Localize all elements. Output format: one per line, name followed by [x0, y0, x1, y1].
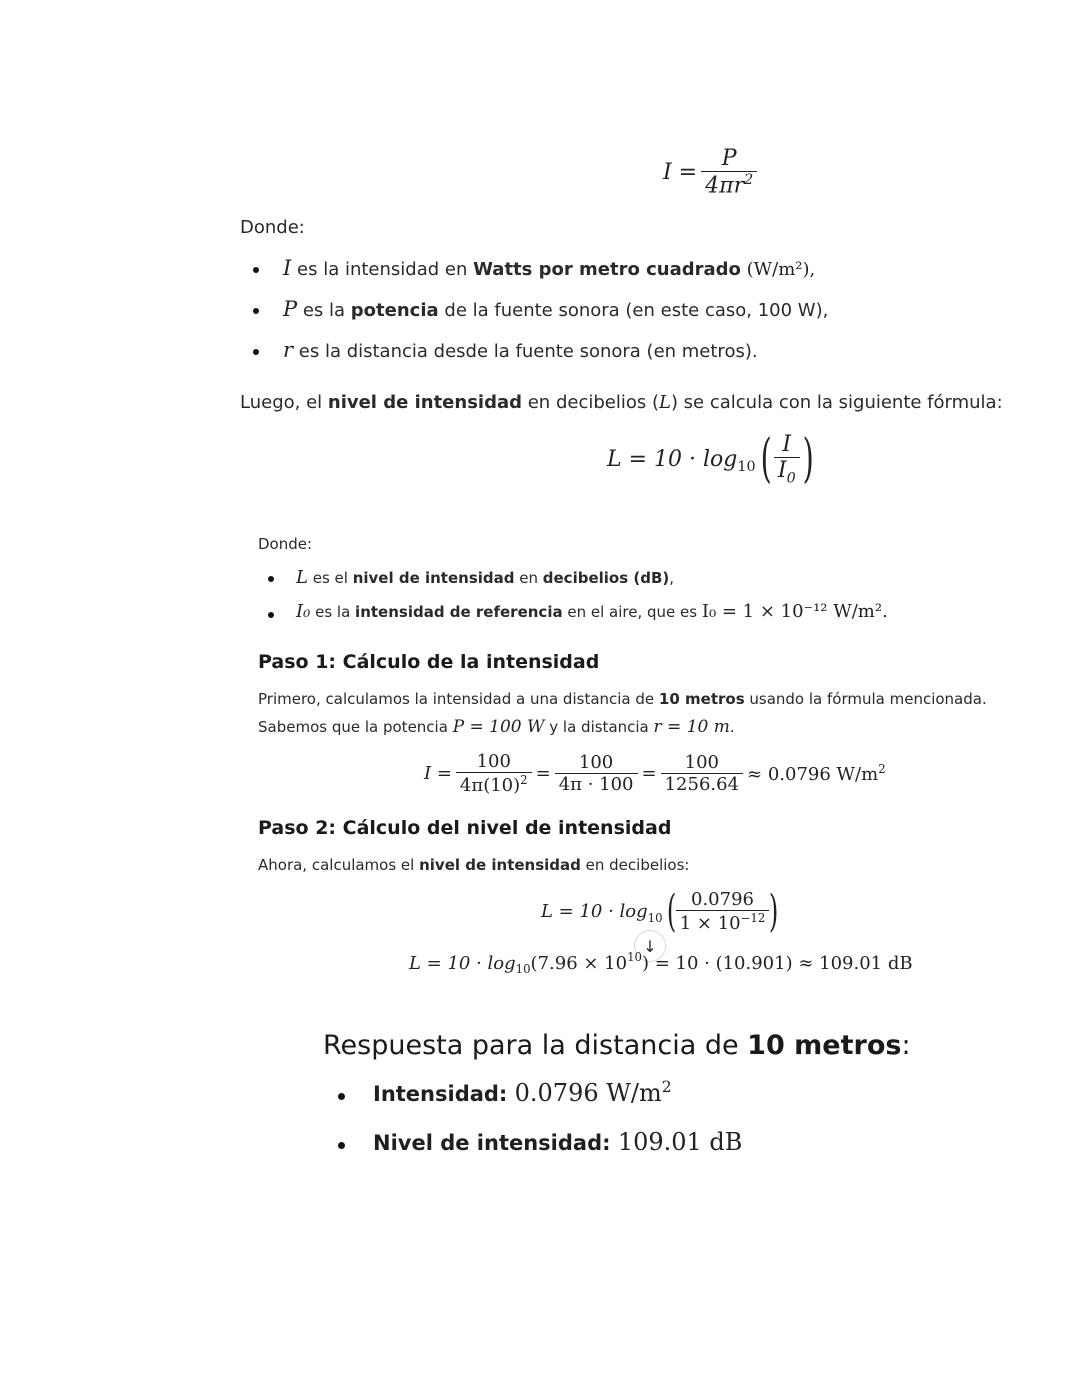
section-heading-paso-1: Paso 1: Cálculo de la intensidad	[258, 651, 600, 673]
paso2-line: Ahora, calculamos el nivel de intensidad en decibelios:	[258, 856, 690, 874]
formula-intensity-calc: I = $\frac{100}{4\pi(10)^2}$ = $\frac{100}{4\pi \cdot 100}$ = $\frac{100}{1256.64}$ ≈ 0.0796 $W/m^2$	[424, 751, 886, 796]
paso1-line-2: Sabemos que la potencia P = 100 W y la distancia r = 10 m.	[258, 717, 735, 737]
bullet-dot	[253, 349, 259, 355]
luego-paragraph: Luego, el nivel de intensidad en decibelios (L) se calcula con la siguiente fórmula:	[240, 392, 1003, 413]
list-item: I₀ es la intensidad de referencia en el aire, que es I₀ = 1 × 10⁻¹² W/m².	[296, 601, 888, 622]
bullet-dot	[338, 1093, 345, 1100]
formula-level: L = 10 · log $_{10}$ ( $\frac{I}{I_0}$ )	[607, 429, 814, 490]
list-item: I es la intensidad en Watts por metro cuadrado (W/m²),	[283, 256, 816, 280]
bullet-dot	[253, 308, 259, 314]
formula-fraction: $\frac{P}{4\pi r^2}$	[701, 146, 757, 198]
list-item: r es la distancia desde la fuente sonora (en metros).	[283, 338, 758, 362]
arrow-down-icon: ↓	[643, 936, 657, 956]
formula-lhs: I =	[663, 159, 698, 185]
formula-level-calc: L = 10 · log $_{10}$ ( $\frac{0.0796}{1 \times 10^{-12}}$ )	[541, 885, 779, 937]
bullet-dot	[268, 576, 274, 582]
bullet-dot	[253, 267, 259, 273]
donde-label-2: Donde:	[258, 535, 313, 553]
answer-item-level: Nivel de intensidad: 109.01 dB	[373, 1128, 743, 1156]
section-heading-paso-2: Paso 2: Cálculo del nivel de intensidad	[258, 817, 672, 839]
bullet-dot	[268, 612, 274, 618]
paso1-line-1: Primero, calculamos la intensidad a una distancia de 10 metros usando la fórmula mencionada.	[258, 690, 987, 708]
donde-label-1: Donde:	[240, 217, 305, 238]
list-item: L es el nivel de intensidad en decibelios (dB),	[296, 567, 675, 588]
list-item: P es la potencia de la fuente sonora (en este caso, 100 W),	[283, 297, 829, 321]
bullet-dot	[338, 1142, 345, 1149]
formula-intensity	[663, 146, 761, 198]
answer-heading: Respuesta para la distancia de 10 metros:	[323, 1030, 911, 1061]
formula-level-result: L = 10 · log $_{10}$ (7.96 × 10 $^{10}$ ) = 10 · (10.901) ≈ 109.01 dB	[409, 949, 913, 976]
answer-item-intensity: Intensidad: 0.0796 $W/m^2$	[373, 1078, 672, 1107]
